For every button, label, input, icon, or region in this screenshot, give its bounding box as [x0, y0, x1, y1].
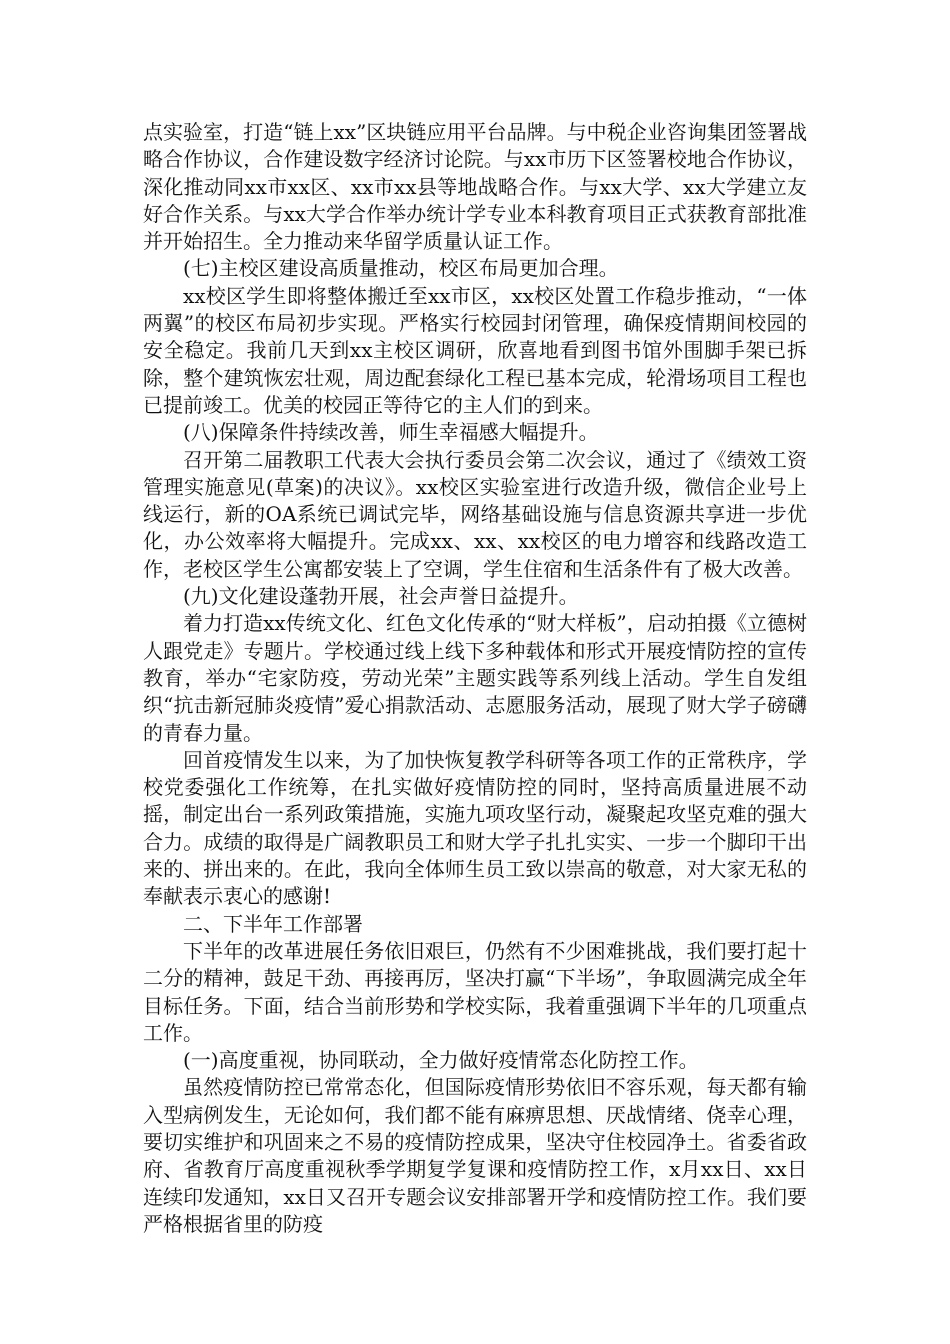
section-heading-7: (七)主校区建设高质量推动，校区布局更加合理。 [183, 256, 619, 281]
paragraph: 回首疫情发生以来，为了加快恢复教学科研等各项工作的正常秩序，学校党委强化工作统筹，在扎实做好疫情防控的同时，坚持高质量进展不动摇，制定出台一系列政策措施，实施九项攻坚行动，凝聚起攻坚克难的强大合力。成绩的取得是广阔教职员工和财大学子扎扎实实、一步一个脚印干出来的、拼出来的。在此，我向全体师生员工致以崇高的敬意，对大家无私的奉献表示衷心的感谢! [143, 747, 807, 909]
section-heading-1: (一)高度重视，协同联动，全力做好疫情常态化防控工作。 [183, 1048, 699, 1073]
part-heading-2: 二、下半年工作部署 [183, 911, 363, 936]
document-page [143, 119, 807, 1238]
section-heading-8: (八)保障条件持续改善，师生幸福感大幅提升。 [183, 420, 599, 445]
paragraph: 下半年的改革进展任务依旧艰巨，仍然有不少困难挑战，我们要打起十二分的精神，鼓足干劲、再接再厉，坚决打赢“下半场”，争取圆满完成全年目标任务。下面，结合当前形势和学校实际，我着重强调下半年的几项重点工作。 [143, 938, 807, 1045]
paragraph: xx校区学生即将整体搬迁至xx市区，xx校区处置工作稳步推动，“一体两翼”的校区布局初步实现。严格实行校园封闭管理，确保疫情期间校园的安全稳定。我前几天到xx主校区调研，欣喜地看到图书馆外围脚手架已拆除，整个建筑恢宏壮观，周边配套绿化工程已基本完成，轮滑场项目工程也已提前竣工。优美的校园正等待它的主人们的到来。 [143, 283, 807, 417]
paragraph: 虽然疫情防控已常常态化，但国际疫情形势依旧不容乐观，每天都有输入型病例发生，无论如何，我们都不能有麻痹思想、厌战情绪、侥幸心理，要切实维护和巩固来之不易的疫情防控成果，坚决守住校园净土。省委省政府、省教育厅高度重视秋季学期复学复课和疫情防控工作，x月xx日、xx日连续印发通知，xx日又召开专题会议安排部署开学和疫情防控工作。我们要严格根据省里的防疫 [143, 1075, 807, 1236]
section-heading-9: (九)文化建设蓬勃开展，社会声誉日益提升。 [183, 584, 579, 609]
paragraph-continued: 点实验室，打造“链上xx”区块链应用平台品牌。与中税企业咨询集团签署战略合作协议，合作建设数字经济讨论院。与xx市历下区签署校地合作协议，深化推动同xx市xx区、xx市xx县等地战略合作。与xx大学、xx大学建立友好合作关系。与xx大学合作举办统计学专业本科教育项目正式获教育部批准并开始招生。全力推动来华留学质量认证工作。 [143, 120, 807, 254]
paragraph: 召开第二届教职工代表大会执行委员会第二次会议，通过了《绩效工资管理实施意见(草案)的决议》。xx校区实验室进行改造升级，微信企业号上线运行，新的OA系统已调试完毕，网络基础设施与信息资源共享进一步优化，办公效率将大幅提升。完成xx、xx、xx校区的电力增容和线路改造工作，老校区学生公寓都安装上了空调，学生住宿和生活条件有了极大改善。 [143, 447, 807, 581]
paragraph: 着力打造xx传统文化、红色文化传承的“财大样板”，启动拍摄《立德树人跟党走》专题片。学校通过线上线下多种载体和形式开展疫情防控的宣传教育，举办“宅家防疫，劳动光荣”主题实践等系列线上活动。学生自发组织“抗击新冠肺炎疫情”爱心捐款活动、志愿服务活动，展现了财大学子磅礴的青春力量。 [143, 611, 807, 745]
